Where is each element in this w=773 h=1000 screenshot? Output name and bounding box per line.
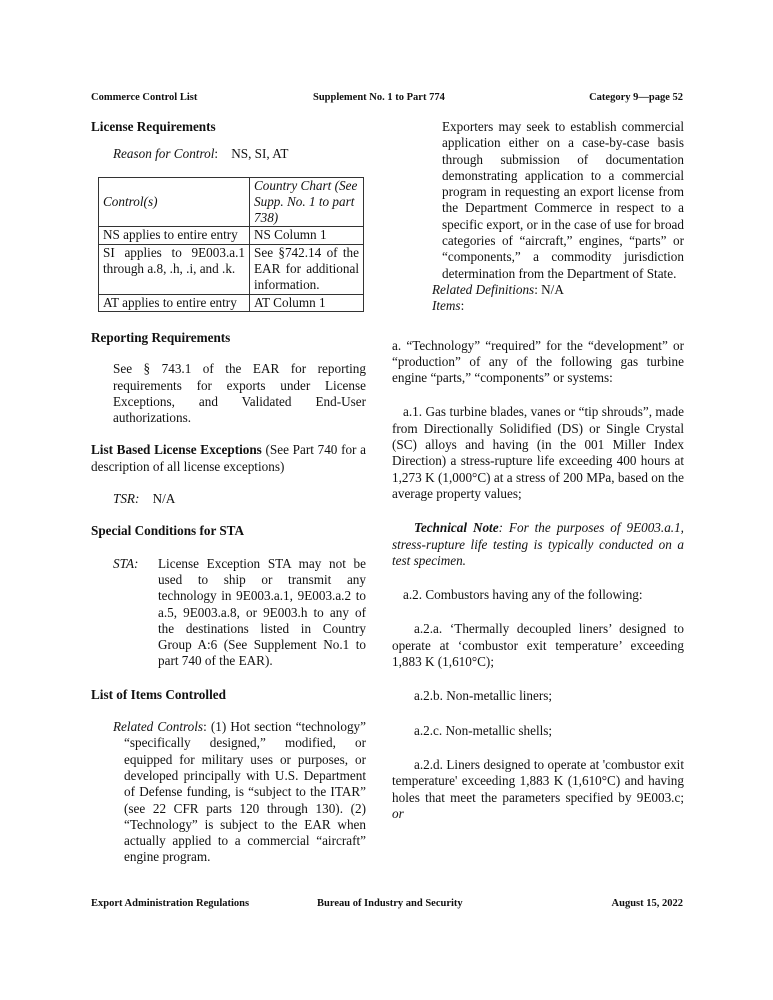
left-column — [91, 119, 366, 866]
footer-right: August 15, 2022 — [611, 898, 683, 909]
item-a1: a.1. Gas turbine blades, vanes or “tip shrouds”, made from Directionally Solidified (DS) or Single Crystal (SC) alloys and having (in the 001 Miller Index Direction) a stress-rupture life exceeding 400 hours at 1,273 K (1,000°C) at a stress of 200 MPa, based on the average property values; — [392, 404, 684, 501]
table-cell: SI applies to 9E003.a.1 through a.8, .h, .i, and .k. — [99, 244, 250, 294]
item-a2d: a.2.d. Liners designed to operate at 'combustor exit temperature' exceeding 1,883 K (1,610°C) and having holes that meet the parameters specified by 9E003.c; or — [392, 756, 684, 821]
related-definitions: Related Definitions: N/A — [432, 281, 564, 297]
footer-left: Export Administration Regulations — [91, 898, 250, 909]
table-cell: AT applies to entire entry — [99, 294, 250, 311]
table-header-row — [99, 177, 364, 227]
item-a: a. “Technology” “required” for the “development” or “production” of any of the following gas turbine engine “parts,” “components” or systems: — [392, 337, 684, 386]
related-controls: Related Controls: (1) Hot section “technology” “specifically designed,” modified, or equipped for military uses or purposes, or developed principally with U.S. Department of Defense funding, is “subject to the ITAR” (see 22 CFR parts 120 through 130). (2) “Technology” is subject to the EAR when actually applied to a commercial “aircraft” engine program. — [113, 719, 366, 865]
header-right: Category 9—page 52 — [589, 92, 683, 103]
items-controlled-heading: List of Items Controlled — [91, 686, 226, 702]
lble-heading: List Based License Exceptions — [91, 442, 262, 458]
item-a2b: a.2.b. Non-metallic liners; — [414, 688, 553, 704]
sta-text: License Exception STA may not be used to ship or transmit any technology in 9E003.a.1, 9E003.a.2 to a.5, 9E003.a.8, or 9E003.h to any of the destinations listed in Country Group A:6 (See Supplement No.1 to part 740 of the EAR). — [158, 555, 366, 669]
reporting-text: See § 743.1 of the EAR for reporting requirements for exports under License Exceptions, and Validated End-User authorizations. — [113, 361, 366, 426]
items-label: Items: — [432, 298, 465, 314]
table-header-cell: Country Chart (See Supp. No. 1 to part 738) — [250, 177, 364, 227]
header-left: Commerce Control List — [91, 92, 198, 103]
license-requirements-heading: License Requirements — [91, 119, 216, 134]
sta-heading: Special Conditions for STA — [91, 523, 245, 539]
right-column — [382, 119, 684, 822]
control-table — [98, 177, 364, 312]
table-cell: NS Column 1 — [250, 227, 364, 244]
table-row — [99, 244, 364, 294]
sta-block: STA: License Exception STA may not be used to ship or transmit any technology in 9E003.a.1, 9E003.a.2 to a.5, 9E003.a.8, or 9E003.h to any of the destinations listed in Country Group A:6 (See Supplement No.1 to part 740 of the EAR). — [113, 555, 366, 669]
item-a2c: a.2.c. Non-metallic shells; — [414, 722, 553, 738]
item-a2: a.2. Combustors having any of the following: — [403, 587, 643, 603]
footer-center: Bureau of Industry and Security — [317, 898, 463, 909]
table-header-cell: Control(s) — [99, 177, 250, 227]
table-cell: NS applies to entire entry — [99, 227, 250, 244]
item-a2a: a.2.a. ‘Thermally decoupled liners’ designed to operate at ‘combustor exit temperature’ exceeding 1,883 K (1,610°C); — [392, 621, 684, 670]
table-row — [99, 294, 364, 311]
reporting-heading: Reporting Requirements — [91, 329, 231, 345]
lble-paragraph: List Based License Exceptions (See Part 740 for a description of all license exceptions) — [91, 442, 367, 474]
table-cell: See §742.14 of the EAR for additional information. — [250, 244, 364, 294]
table-cell: AT Column 1 — [250, 294, 364, 311]
continuation-text: Exporters may seek to establish commercial application either on a case-by-case basis through submission of documentation demonstrating application to a commercial program in requesting an export license from the Department Commerce in respect to a specific export, or in the case of use for broad categories of “aircraft,” engines, “parts” or “components,” a commodity jurisdiction determination from the Department of State. — [442, 119, 684, 281]
table-row — [99, 227, 364, 244]
tsr-line: TSR: N/A — [113, 491, 176, 507]
header-center: Supplement No. 1 to Part 774 — [313, 92, 445, 103]
reason-for-control: Reason for Control: NS, SI, AT — [113, 146, 289, 162]
technical-note: Technical Note: For the purposes of 9E003.a.1, stress-rupture life testing is typically conducted on a test specimen. — [392, 520, 684, 568]
